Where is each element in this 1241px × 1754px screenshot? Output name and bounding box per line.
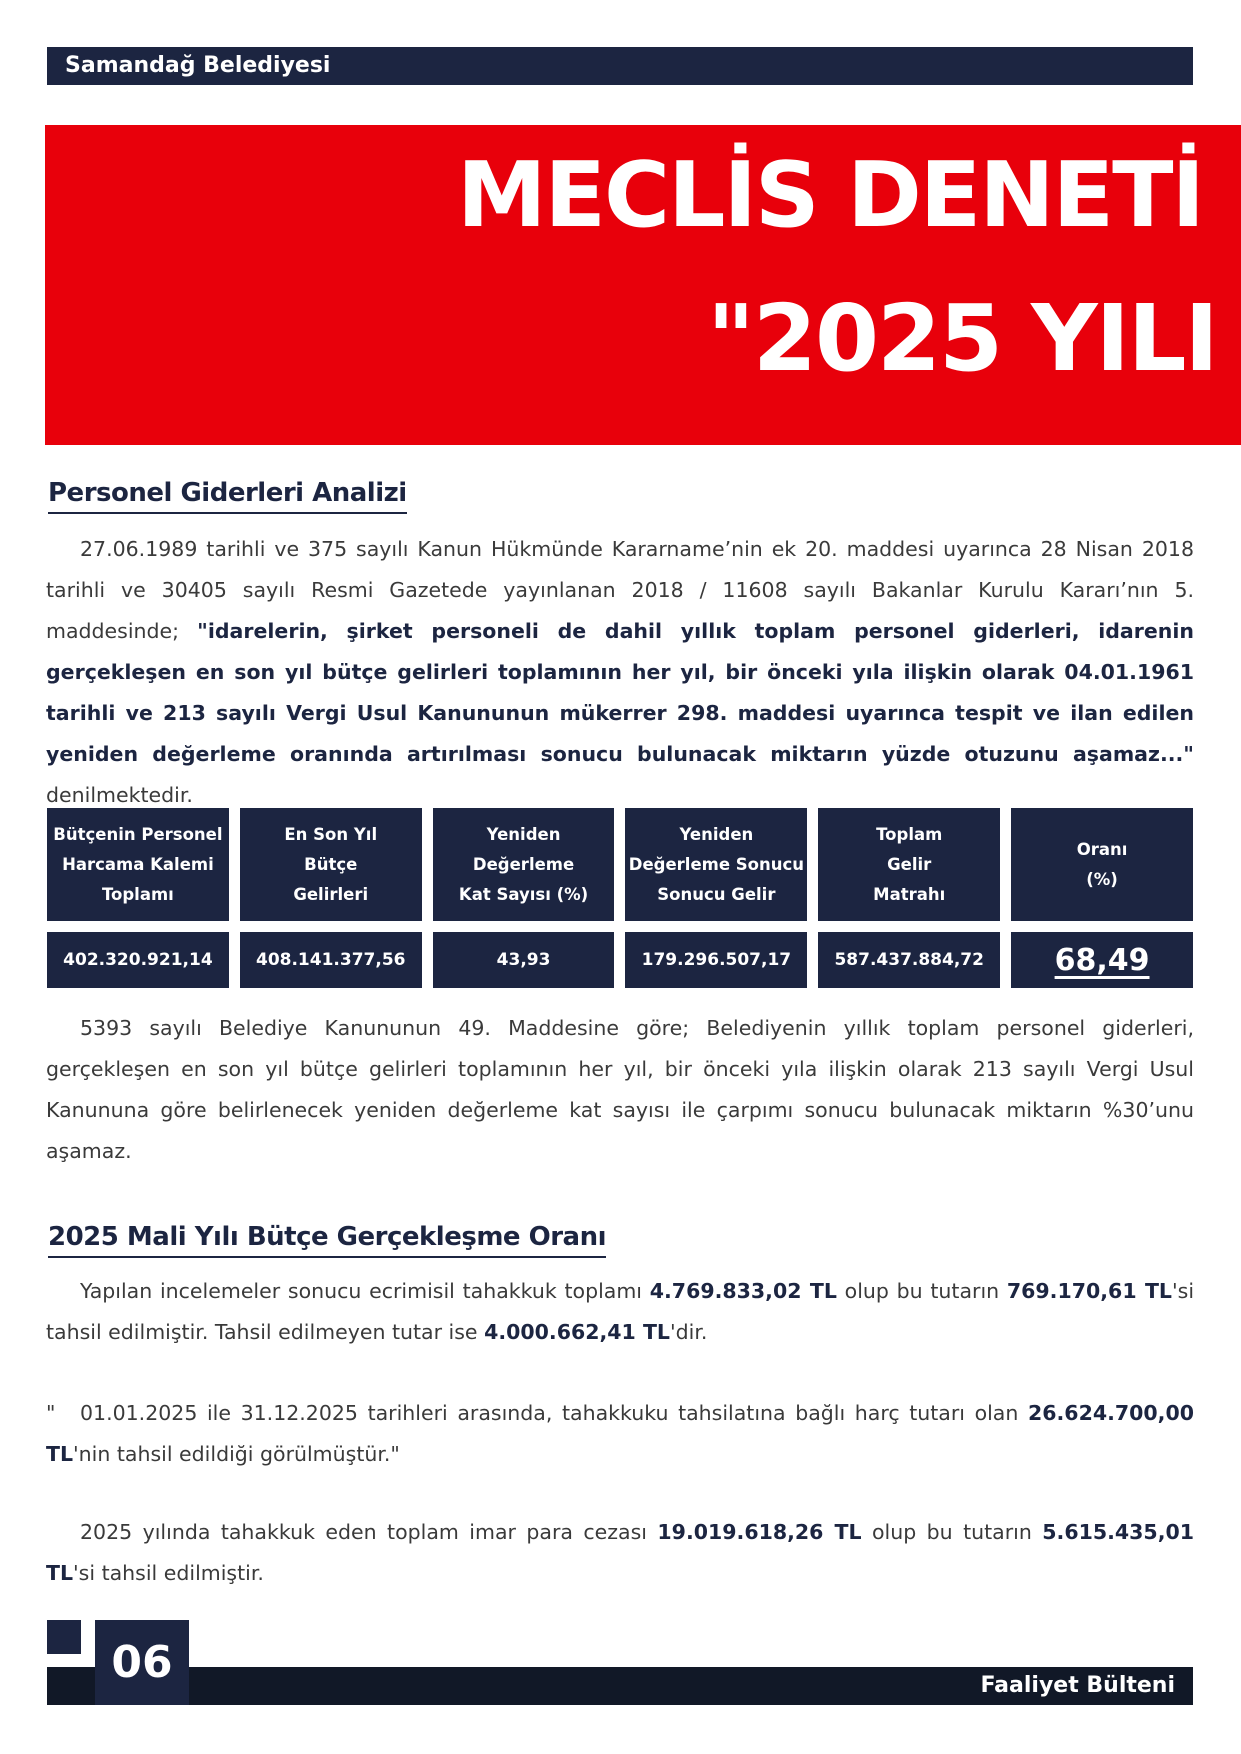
header-line: Yeniden (679, 824, 754, 844)
table-value-cell-ratio: 68,49 (1011, 932, 1193, 988)
paragraph-imar (46, 1512, 1194, 1594)
header-line: Gelirleri (293, 884, 369, 904)
banner-title-line1: MECLİS DENETİ (457, 143, 1203, 248)
paragraph-text: 2025 yılında tahakkuk eden toplam imar para cezası (80, 1520, 658, 1544)
table-header-cell (240, 808, 422, 921)
section-title-budget: 2025 Mali Yılı Bütçe Gerçekleşme Oranı (48, 1222, 606, 1258)
table-header-cell (433, 808, 615, 921)
footer-bar (47, 1667, 1193, 1705)
header-line: Sonucu Gelir (657, 884, 776, 904)
section-title-personnel: Personel Giderleri Analizi (48, 478, 407, 514)
header-line: Harcama Kalemi (62, 854, 214, 874)
header-line: Değerleme (472, 854, 575, 874)
table-value-cell: 408.141.377,56 (240, 932, 422, 988)
table-value-cell: 179.296.507,17 (625, 932, 807, 988)
table-value-cell: 43,93 (433, 932, 615, 988)
paragraph-text: 27.06.1989 tarihli ve 375 sayılı Kanun Hükmünde Kararname’nin ek 20. maddesi uyarınca 28 Nisan 2018 tarihli ve 30405 sayılı Resmi Gazetede yayınlanan 2018 / 11608 sayılı Bakanlar Kurulu Kararı’nın 5. maddesinde; (46, 537, 1194, 643)
table-value-cell: 402.320.921,14 (47, 932, 229, 988)
paragraph-text: 'dir. (669, 1320, 708, 1344)
paragraph-text: 5393 sayılı Belediye Kanununun 49. Maddesine göre; Belediyenin yıllık toplam personel giderleri, gerçekleşen en son yıl bütçe gelirleri toplamının her yıl, bir önceki yıla ilişkin olarak 213 sayılı Vergi Usul Kanununa göre belirlenecek yeniden değerleme kat sayısı ile çarpımı sonucu bulunacak miktarın %30’unu aşamaz. (46, 1016, 1194, 1163)
paragraph-text: olup bu tutarın (836, 1279, 1007, 1303)
table-header-cell (1011, 808, 1193, 921)
org-name: Samandağ Belediyesi (65, 53, 331, 78)
banner-title-line2: "2025 YILI (707, 285, 1217, 392)
header-line: Toplam (876, 824, 943, 844)
header-line: Kat Sayısı (%) (458, 884, 589, 904)
paragraph-text: denilmektedir. (46, 783, 193, 807)
paragraph-text: 'si tahsil edilmiştir. Tahsil edilmeyen tutar ise (46, 1279, 1195, 1344)
footer-label: Faaliyet Bülteni (980, 1673, 1175, 1698)
amount-highlight: 4.769.833,02 TL (649, 1279, 837, 1303)
header-line: Toplamı (101, 884, 174, 904)
header-line: Oranı (1076, 839, 1128, 859)
paragraph-text: 01.01.2025 ile 31.12.2025 tarihleri arasında, tahakkuku tahsilatına bağlı harç tutarı olan (80, 1401, 1028, 1425)
header-line: Gelir (887, 854, 932, 874)
table-header-cell (625, 808, 807, 921)
amount-highlight: 26.624.700,00 TL (46, 1401, 1194, 1466)
paragraph-text: olup bu tutarın (861, 1520, 1043, 1544)
header-bar (47, 47, 1193, 85)
header-line: Bütçe (304, 854, 358, 874)
title-banner (45, 125, 1241, 445)
paragraph-quote: "idarelerin, şirket personeli de dahil yıllık toplam personel giderleri, idarenin gerçekleşen en son yıl bütçe gelirleri toplamının her yıl, bir önceki yıla ilişkin olarak 04.01.1961 tarihli ve 213 sayılı Vergi Usul Kanununun mükerrer 298. maddesi uyarınca tespit ve ilan edilen yeniden değerleme oranında artırılması sonucu bulunacak miktarın yüzde otuzunu aşamaz..." (46, 619, 1194, 766)
paragraph-text: 'si tahsil edilmiştir. (73, 1561, 264, 1585)
page-number-accent (47, 1620, 81, 1654)
table-value-cell: 587.437.884,72 (818, 932, 1000, 988)
quote-mark: " (46, 1401, 56, 1425)
paragraph-personnel-law (46, 529, 1194, 816)
amount-highlight: 769.170,61 TL (1006, 1279, 1172, 1303)
header-line: Matrahı (873, 884, 946, 904)
amount-highlight: 4.000.662,41 TL (484, 1320, 670, 1344)
paragraph-text: 'nin tahsil edildiği görülmüştür." (73, 1442, 400, 1466)
paragraph-ecrimisil (46, 1271, 1194, 1353)
paragraph-harc (46, 1393, 1194, 1475)
header-line: (%) (1086, 869, 1118, 889)
table-header-cell (818, 808, 1000, 921)
paragraph-municipal-law (46, 1008, 1194, 1172)
header-line: Değerleme Sonucu (628, 854, 805, 874)
header-line: Bütçenin Personel (53, 824, 223, 844)
amount-highlight: 19.019.618,26 TL (657, 1520, 862, 1544)
header-line: En Son Yıl (284, 824, 378, 844)
page-number: 06 (95, 1620, 189, 1705)
paragraph-text: Yapılan incelemeler sonucu ecrimisil tahakkuk toplamı (80, 1279, 650, 1303)
header-line: Yeniden (486, 824, 561, 844)
table-value-row (47, 932, 1193, 988)
table-header-row (47, 808, 1193, 921)
table-header-cell (47, 808, 229, 921)
amount-highlight: 5.615.435,01 TL (46, 1520, 1195, 1585)
